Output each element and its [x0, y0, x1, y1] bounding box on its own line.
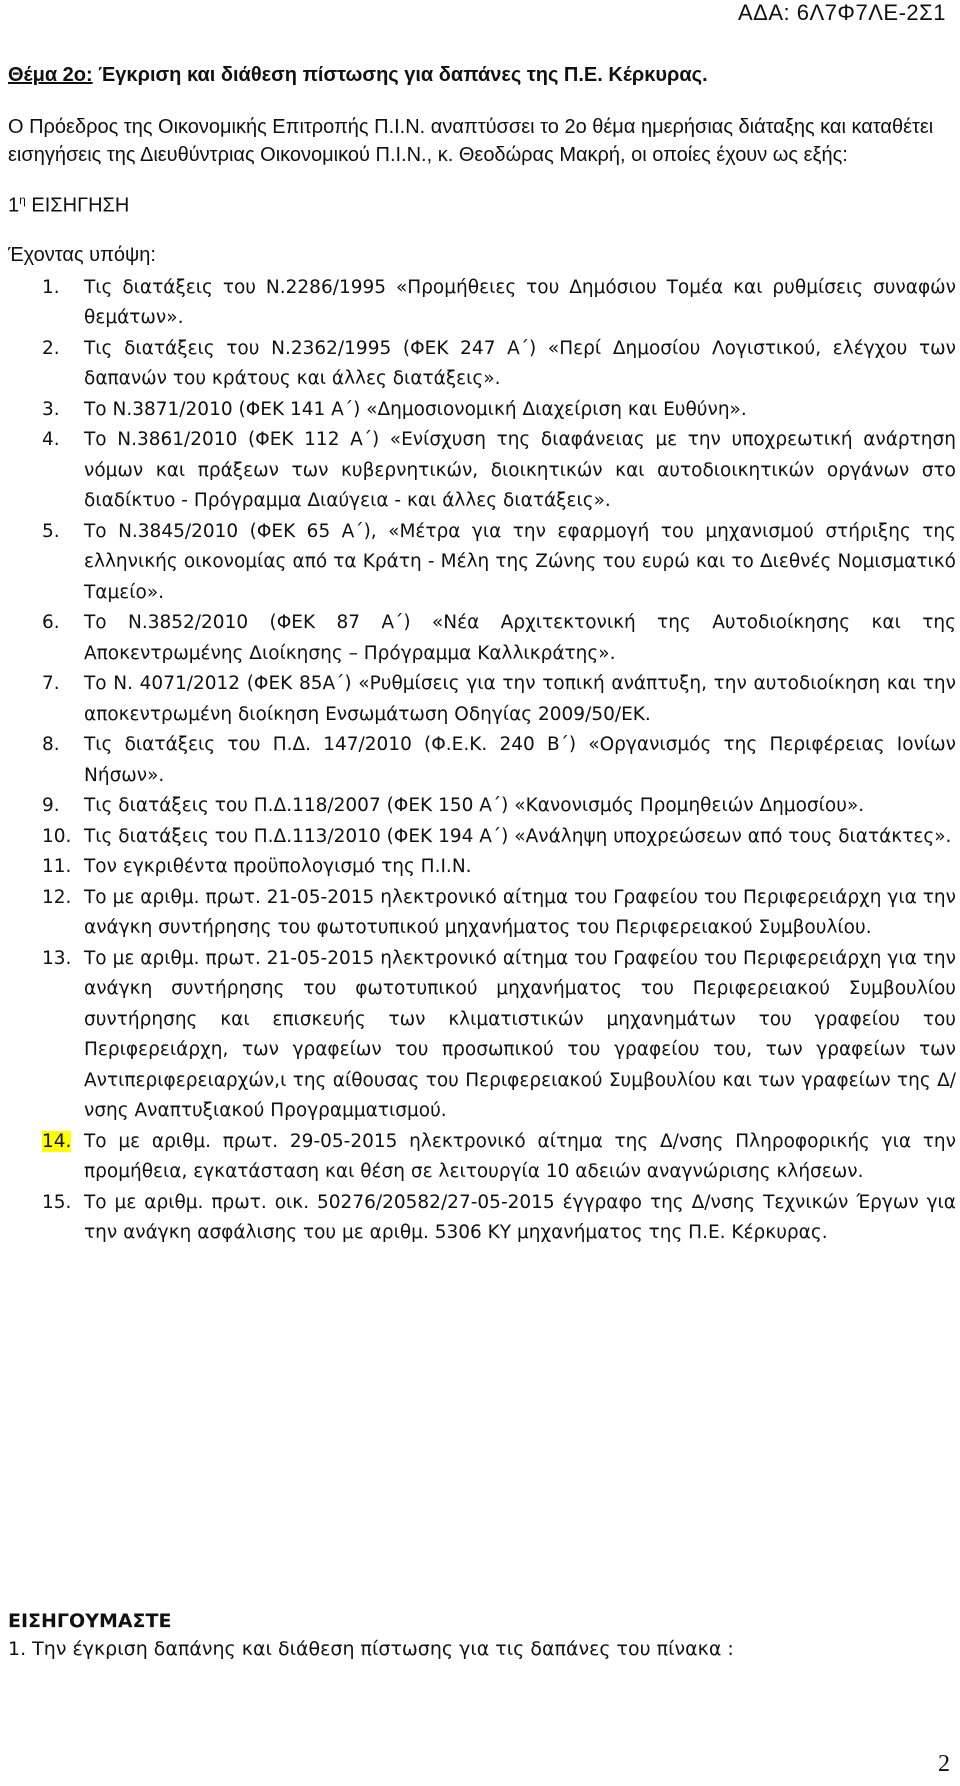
list-item: [8, 791, 956, 822]
highlighted-number: 14.: [42, 1130, 72, 1152]
list-item: [8, 852, 956, 883]
item-text: Τις διατάξεις του Π.Δ.113/2010 (ΦΕΚ 194 Α΄) «Ανάληψη υποχρεώσεων από τους διατάκτες».: [84, 825, 952, 847]
list-item: [8, 944, 956, 1127]
recommend-item: 1. Την έγκριση δαπάνης και διάθεση πίστωσης για τις δαπάνες του πίνακα :: [8, 1638, 734, 1660]
section-title: ΕΙΣΗΓΗΣΗ: [25, 194, 130, 217]
item-number: 11.: [42, 856, 72, 878]
list-item-highlighted: [8, 1127, 956, 1188]
ada-code: ΑΔΑ: 6Λ7Φ7ΛΕ-2Σ1: [738, 0, 946, 25]
section-number: 1: [8, 194, 20, 217]
item-text: Το Ν.3845/2010 (ΦΕΚ 65 Α΄), «Μέτρα για την εφαρμογή του μηχανισμού στήριξης της ελληνικής οικονομίας από τα Κράτη - Μέλη της Ζώνης του ευρώ και το Διεθνές Νομισματικό Ταμείο».: [84, 520, 956, 603]
item-number: 2.: [42, 337, 60, 359]
recommend-heading: ΕΙΣΗΓΟΥΜΑΣΤΕ: [8, 1610, 172, 1632]
item-text: Τις διατάξεις του Ν.2362/1995 (ΦΕΚ 247 Α΄) «Περί Δημοσίου Λογιστικού, ελέγχου των δαπανών του κράτους και άλλες διατάξεις».: [84, 337, 956, 390]
list-item: [8, 669, 956, 730]
list-item: [8, 1188, 956, 1249]
item-text: Το με αριθμ. πρωτ. 21-05-2015 ηλεκτρονικό αίτημα του Γραφείου του Περιφερειάρχη για την ανάγκη συντήρησης του φωτοτυπικού μηχανήματος του Περιφερειακού Συμβουλίου συντήρησης και επισκευής των κλιματιστικών μηχανημάτων του γραφείου του Περιφερειάρχη, των γραφείων του προσωπικού του γραφείου του, των γραφείων των Αντιπεριφερειαρχών,ι της αίθουσας του Περιφερειακού Συμβουλίου και των γραφείων της Δ/νσης Αναπτυξιακού Προγραμματισμού.: [84, 947, 956, 1122]
item-text: Το Ν.3852/2010 (ΦΕΚ 87 Α΄) «Νέα Αρχιτεκτονική της Αυτοδιοίκησης και της Αποκεντρωμένης Διοίκησης – Πρόγραμμα Καλλικράτης».: [84, 612, 956, 664]
list-item: [8, 425, 956, 517]
item-text: Τον εγκριθέντα προϋπολογισμό της Π.Ι.Ν.: [84, 856, 472, 878]
item-number: 1.: [42, 276, 60, 298]
list-item: [8, 730, 956, 791]
document-body: [8, 64, 956, 1249]
section-heading: [8, 193, 956, 218]
item-number: 7.: [42, 673, 60, 695]
item-text: Το με αριθμ. πρωτ. οικ. 50276/20582/27-05-2015 έγγραφο της Δ/νσης Τεχνικών Έργων για την ανάγκη ασφάλισης του με αριθμ. 5306 ΚΥ μηχανήματος της Π.Ε. Κέρκυρας.: [84, 1191, 956, 1244]
item-number: 8.: [42, 734, 60, 756]
item-text: Το Ν.3861/2010 (ΦΕΚ 112 Α΄) «Ενίσχυση της διαφάνειας με την υποχρεωτική ανάρτηση νόμων και πράξεων των κυβερνητικών, διοικητικών και αυτοδιοικητικών οργάνων στο διαδίκτυο - Πρόγραμμα Διαύγεια - και άλλες διατάξεις».: [84, 429, 956, 512]
page-number: 2: [938, 1751, 950, 1777]
item-text: Τις διατάξεις του Π.Δ.118/2007 (ΦΕΚ 150 Α΄) «Κανονισμός Προμηθειών Δημοσίου».: [84, 795, 865, 817]
list-item: [8, 334, 956, 395]
item-number: 10.: [42, 825, 72, 847]
item-number: 6.: [42, 612, 60, 634]
item-number: [8, 1127, 84, 1188]
item-number: 12.: [42, 886, 72, 908]
topic-label: Θέμα 2ο:: [8, 64, 93, 86]
list-item: [8, 883, 956, 944]
item-text: Τις διατάξεις του Ν.2286/1995 «Προμήθειες του Δημόσιου Τομέα και ρυθμίσεις συναφών θεμάτων».: [84, 276, 956, 329]
section-superscript: η: [19, 193, 26, 207]
item-number: 15.: [42, 1191, 72, 1213]
item-text: Το Ν.3871/2010 (ΦΕΚ 141 Α΄) «Δημοσιονομική Διαχείριση και Ευθύνη».: [84, 398, 747, 420]
item-number: 9.: [42, 795, 60, 817]
list-item: [8, 395, 956, 426]
item-number: 5.: [42, 520, 60, 542]
topic-heading: [8, 64, 956, 87]
legal-basis-list: [8, 273, 956, 1249]
topic-text: Έγκριση και διάθεση πίστωσης για δαπάνες της Π.Ε. Κέρκυρας.: [92, 64, 708, 86]
item-number: 4.: [42, 429, 60, 451]
list-item: [8, 517, 956, 609]
item-text: Το Ν. 4071/2012 (ΦΕΚ 85Α΄) «Ρυθμίσεις για την τοπική ανάπτυξη, την αυτοδιοίκηση και την αποκεντρωμένη διοίκηση Ενσωμάτωση Οδηγίας 2009/50/ΕΚ.: [84, 673, 956, 725]
item-number: 3.: [42, 398, 60, 420]
list-item: [8, 608, 956, 669]
item-number: 13.: [42, 947, 72, 969]
item-text: Τις διατάξεις του Π.Δ. 147/2010 (Φ.Ε.Κ. 240 Β΄) «Οργανισμός της Περιφέρειας Ιονίων Νήσων».: [84, 734, 956, 786]
item-text: Το με αριθμ. πρωτ. 21-05-2015 ηλεκτρονικό αίτημα του Γραφείου του Περιφερειάρχη για την ανάγκη συντήρησης του φωτοτυπικού μηχανήματος του Περιφερειακού Συμβουλίου.: [84, 886, 956, 939]
list-item: [8, 273, 956, 334]
having-regard-label: Έχοντας υπόψη:: [8, 243, 156, 266]
list-item: [8, 822, 956, 853]
intro-paragraph: Ο Πρόεδρος της Οικονομικής Επιτροπής Π.Ι.Ν. αναπτύσσει το 2ο θέμα ημερήσιας διάταξης και καταθέτει εισηγήσεις της Διευθύντριας Οικονομικού Π.Ι.Ν., κ. Θεοδώρας Μακρή, οι οποίες έχουν ως εξής:: [8, 116, 934, 166]
item-text: Το με αριθμ. πρωτ. 29-05-2015 ηλεκτρονικό αίτημα της Δ/νσης Πληροφορικής για την προμήθεια, εγκατάσταση και θέση σε λειτουργία 10 αδειών αναγνώρισης κλήσεων.: [84, 1130, 956, 1183]
